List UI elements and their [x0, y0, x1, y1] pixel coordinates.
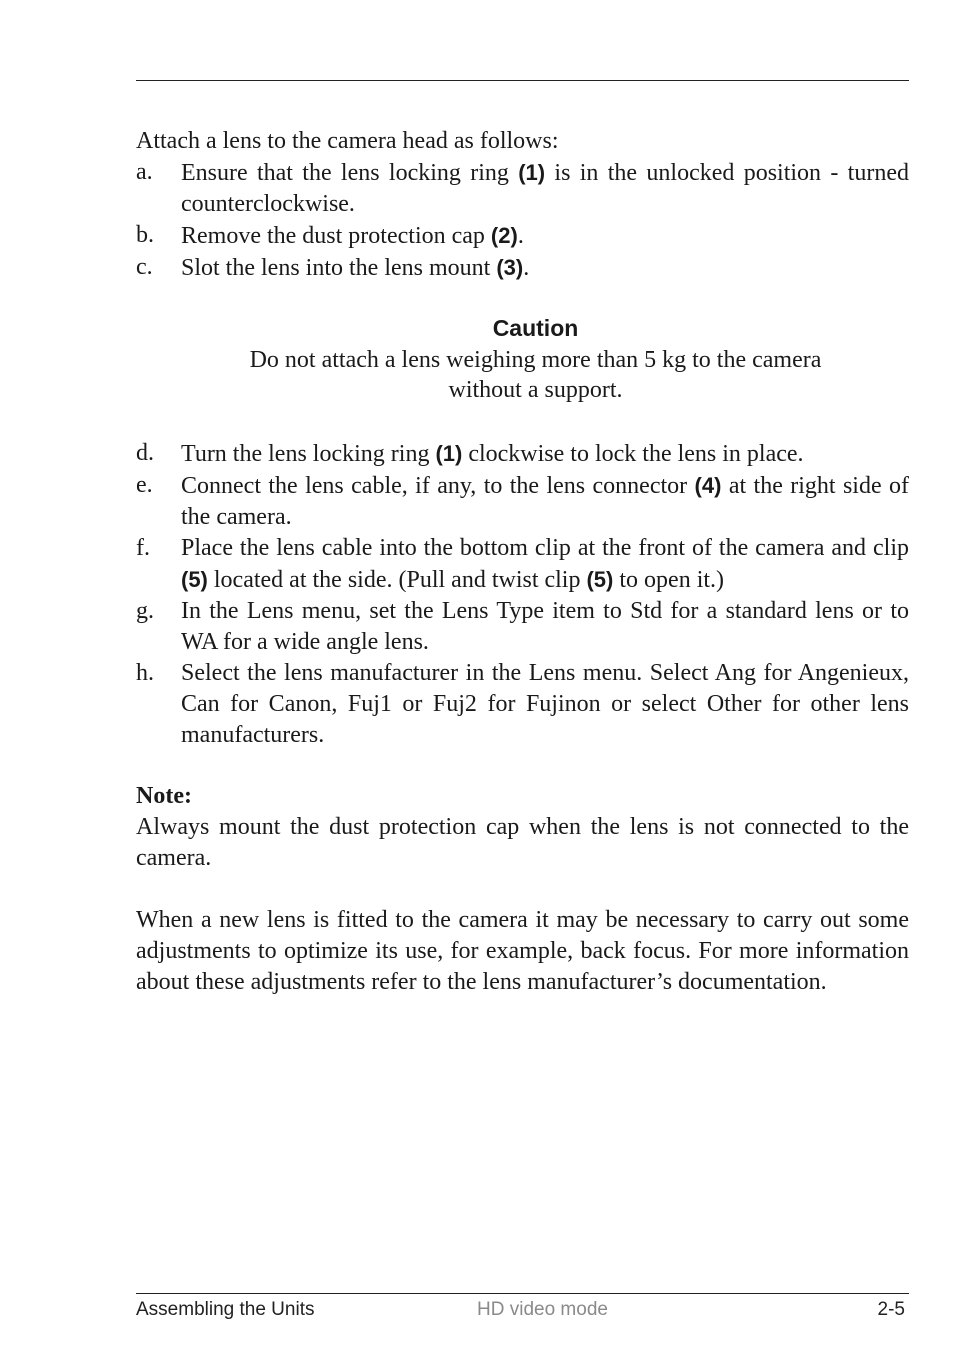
step-letter: c.	[136, 254, 153, 280]
footer-mode-label: HD video mode	[477, 1299, 608, 1320]
step-g: g. In the Lens menu, set the Lens Type item to Std for a standard lens or to WA for a wide angle lens.	[136, 598, 909, 655]
step-letter: b.	[136, 222, 154, 248]
callout-ref: (1)	[518, 160, 546, 185]
footer-rule	[136, 1293, 909, 1294]
step-letter: e.	[136, 472, 153, 498]
page-footer	[136, 1299, 909, 1323]
callout-ref: (3)	[496, 255, 524, 280]
caution-title: Caution	[492, 315, 579, 341]
callout-ref: (1)	[435, 441, 463, 466]
callout-ref: (2)	[490, 223, 518, 248]
header-rule	[136, 80, 909, 81]
steps-list-b	[136, 438, 909, 751]
intro-text: Attach a lens to the camera head as follows:	[136, 128, 559, 154]
step-f: f. Place the lens cable into the bottom clip at the front of the camera and clip (5) located at the side. (Pull and twist clip (5) to open it.)	[136, 535, 909, 593]
step-h: h. Select the lens manufacturer in the Lens menu. Select Ang for Angenieux, Can for Canon, Fuj1 or Fuj2 for Fujinon or select Other for other lens manufacturers.	[136, 660, 909, 748]
closing-paragraph: When a new lens is fitted to the camera it may be necessary to carry out some adjustments to optimize its use, for example, back focus. For more information about these adjustments refer to the lens manufacturer’s documentation.	[136, 907, 909, 995]
step-d: d. Turn the lens locking ring (1) clockwise to lock the lens in place.	[136, 440, 804, 467]
step-b: b. Remove the dust protection cap (2).	[136, 222, 524, 249]
step-c: c. Slot the lens into the lens mount (3).	[136, 254, 530, 281]
note-section	[136, 781, 909, 998]
caution-text: Do not attach a lens weighing more than 5 kg to the camera without a support.	[249, 347, 822, 403]
callout-ref: (5)	[586, 567, 614, 592]
page-body	[136, 126, 909, 998]
footer-section-title: Assembling the Units	[136, 1299, 315, 1320]
step-letter: a.	[136, 159, 153, 185]
note-text: Always mount the dust protection cap when the lens is not connected to the camera.	[136, 814, 909, 871]
callout-ref: (4)	[694, 473, 722, 498]
steps-list-a	[136, 157, 909, 284]
page-number: 2-5	[877, 1299, 905, 1320]
step-e: e. Connect the lens cable, if any, to the lens connector (4) at the right side of the camera.	[136, 472, 910, 530]
step-a: a. Ensure that the lens locking ring (1) is in the unlocked position - turned counterclockwise.	[136, 159, 909, 217]
step-letter: h.	[136, 660, 154, 686]
caution-box	[136, 313, 909, 405]
step-letter: g.	[136, 598, 154, 624]
step-letter: f.	[136, 535, 150, 561]
note-title: Note:	[136, 783, 192, 809]
callout-ref: (5)	[181, 567, 208, 592]
step-letter: d.	[136, 440, 154, 466]
